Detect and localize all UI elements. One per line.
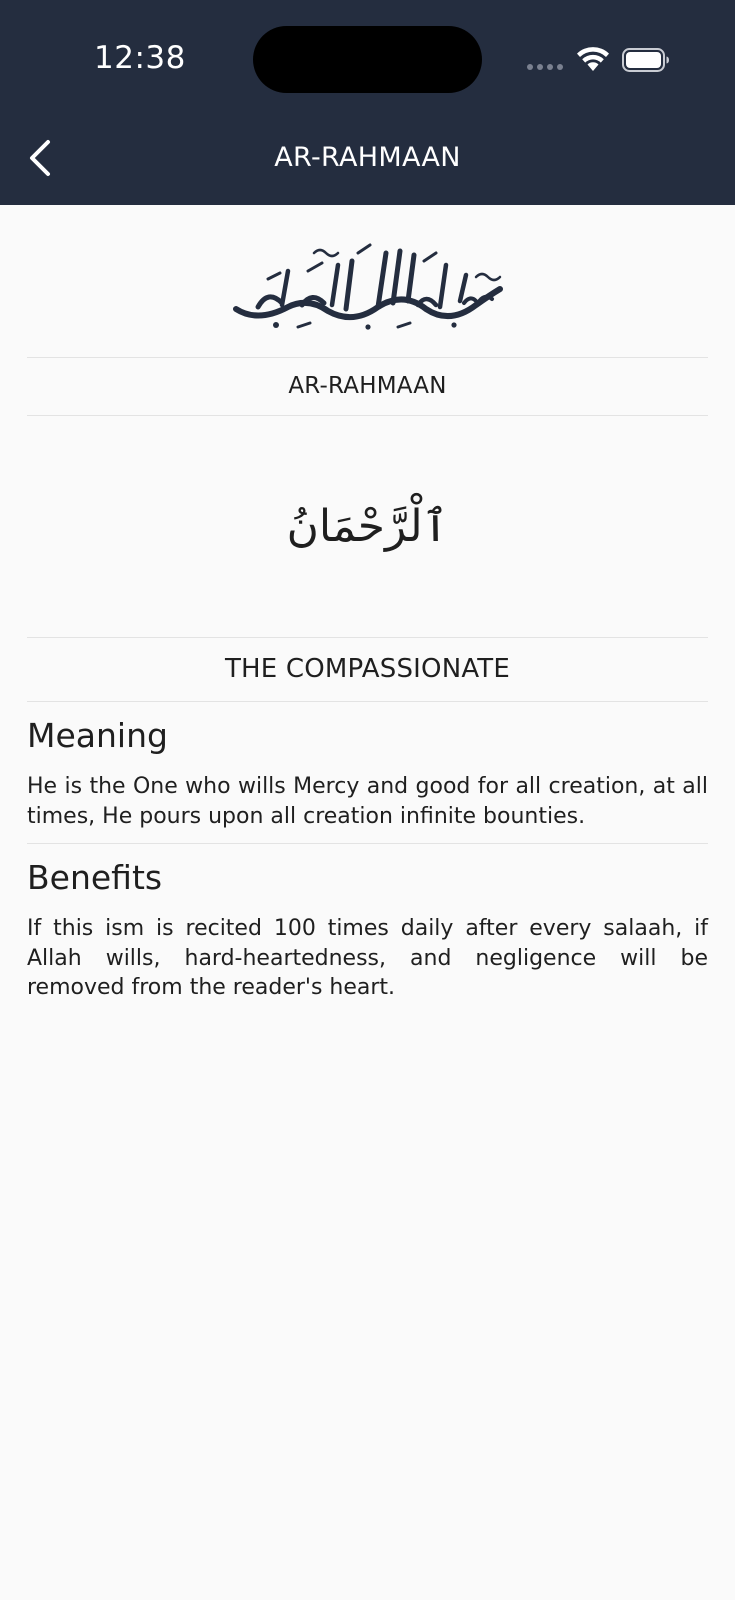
bismillah-calligraphy-icon [228,231,508,331]
detail-content [27,205,708,1003]
arabic-name: ٱلْرَّحْمَانُ [286,501,449,552]
battery-icon [622,48,670,72]
bismillah-banner [27,205,708,357]
name-transliteration: AR-RAHMAAN [288,373,447,399]
meaning-text: He is the One who wills Mercy and good for all creation, at all times, He pours upon all creation infinite bounties. [27,774,708,829]
name-translation: THE COMPASSIONATE [224,654,511,684]
benefits-text: If this ism is recited 100 times daily after every salaah, if Allah wills, hard-heartedness, and negligence will be removed from the reader's heart. [27,916,708,1000]
page-title: AR-RAHMAAN [274,142,461,173]
cellular-signal-icon [527,64,565,72]
divider [27,843,708,844]
benefits-title: Benefits [27,858,163,897]
top-bar [0,0,735,205]
status-time: 12:38 [94,40,186,76]
dynamic-island [253,26,482,93]
divider [27,701,708,702]
meaning-title: Meaning [27,716,168,755]
wifi-icon [576,46,610,72]
